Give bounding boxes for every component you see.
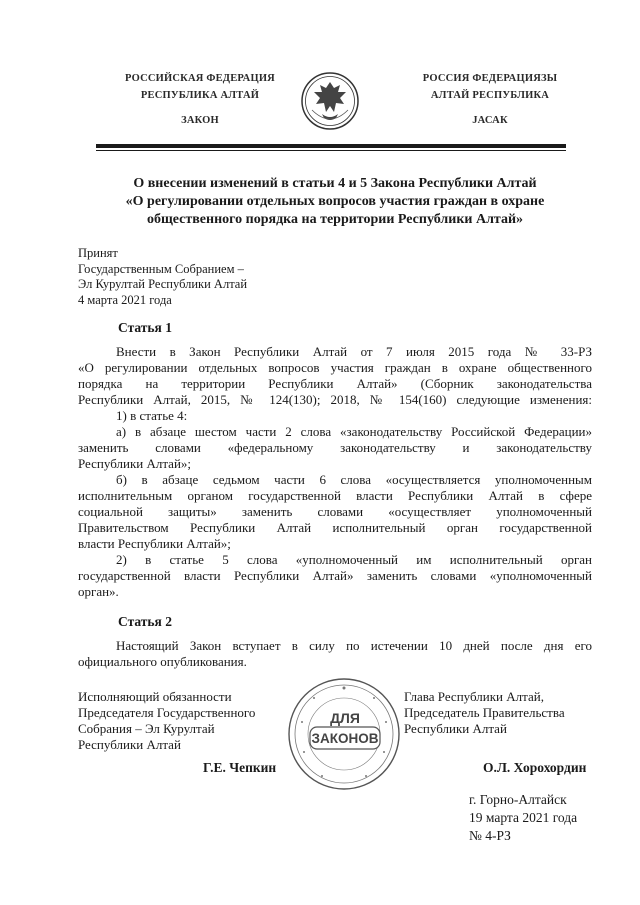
article1-line: Правительством Республики Алтай исполнительный орган государственной	[78, 520, 592, 535]
place-date: 19 марта 2021 года	[469, 810, 578, 825]
header-right-line1: РОССИЯ ФЕДЕРАЦИЯЗЫ	[422, 73, 558, 84]
signature-right-line2: Председатель Правительства	[404, 705, 565, 720]
article1-line: власти Республики Алтай»;	[78, 536, 231, 551]
stamp-line1: ДЛЯ	[330, 710, 360, 726]
header-left-line2: РЕСПУБЛИКА АЛТАЙ	[140, 90, 260, 101]
header-left-line1: РОССИЙСКАЯ ФЕДЕРАЦИЯ	[125, 73, 275, 84]
coat-of-arms-emblem-icon	[300, 70, 360, 132]
header-rule-thin	[96, 150, 566, 151]
header-right-doc-type: ЈАСАК	[472, 115, 508, 126]
article1-line: орган».	[78, 584, 119, 599]
signature-left-block	[78, 689, 255, 753]
signature-left-line1: Исполняющий обязанности	[78, 689, 232, 704]
article2-body	[78, 638, 592, 670]
title-line1: О внесении изменений в статьи 4 и 5 Закона Республики Алтай	[133, 176, 537, 191]
stamp-line2: ЗАКОНОВ	[311, 731, 379, 746]
place-city: г. Горно-Алтайск	[469, 792, 567, 807]
article1-line: государственной власти Республики Алтай» заменить словами «уполномоченный	[78, 568, 592, 583]
signature-left-line3: Собрания – Эл Курултай	[78, 721, 215, 736]
article2-heading: Статья 2	[118, 614, 172, 629]
article1-line: заменить словами «федеральному законодательству и законодательству	[78, 440, 592, 455]
article1-body	[78, 344, 592, 600]
header-rule-thick	[96, 144, 566, 148]
article1-line: 1) в статье 4:	[116, 408, 188, 423]
article1-line: Внести в Закон Республики Алтай от 7 июля 2015 года № 33-РЗ	[116, 344, 592, 359]
article1-line: «О регулировании отдельных вопросов участия граждан в охране общественного	[78, 360, 592, 375]
signature-left-line2: Председателя Государственного	[78, 705, 256, 720]
article1-line: исполнительным органом государственной власти Республики Алтай в сфере	[78, 488, 592, 503]
article1-line: 2) в статье 5 слова «уполномоченный им исполнительный орган	[116, 552, 592, 567]
header-right-line2: АЛТАЙ РЕСПУБЛИКА	[430, 90, 550, 101]
article1-line: а) в абзаце шестом части 2 слова «законодательству Российской Федерации»	[116, 424, 592, 439]
adopted-line1: Принят	[78, 246, 118, 260]
law-number: № 4-РЗ	[469, 828, 511, 843]
adopted-line4: 4 марта 2021 года	[78, 292, 172, 307]
law-title	[100, 175, 570, 229]
title-line2: «О регулировании отдельных вопросов участия граждан в охране	[125, 194, 545, 209]
title-line3: общественного порядка на территории Республики Алтай»	[146, 212, 524, 227]
article1-heading: Статья 1	[118, 320, 172, 335]
adoption-block	[78, 246, 247, 308]
signature-right-name: О.Л. Хорохордин	[483, 760, 587, 775]
place-date-block	[469, 791, 577, 845]
article1-line: социальной защиты» заменить словами «осуществляет уполномоченный	[78, 504, 592, 519]
signature-right-line3: Республики Алтай	[404, 721, 507, 736]
article1-line: Республики Алтай»;	[78, 456, 192, 471]
signature-left-line4: Республики Алтай	[78, 737, 181, 752]
article2-line: Настоящий Закон вступает в силу по истечении 10 дней после дня его	[116, 638, 592, 653]
article1-line: Республики Алтай, 2015, № 124(130); 2018, № 154(160) следующие изменения:	[78, 392, 592, 407]
adopted-line3: Эл Курултай Республики Алтай	[78, 277, 248, 291]
header-left-doc-type: ЗАКОН	[181, 115, 219, 126]
signature-left-name: Г.Е. Чепкин	[203, 760, 277, 775]
article1-line: порядка на территории Республики Алтай» (Сборник законодательства	[78, 376, 592, 391]
article1-line: б) в абзаце седьмом части 6 слова «осуществляется уполномоченным	[116, 472, 592, 487]
signature-right-block	[404, 689, 565, 737]
article2-line: официального опубликования.	[78, 654, 247, 669]
adopted-line2: Государственным Собранием –	[78, 261, 244, 276]
signature-right-line1: Глава Республики Алтай,	[404, 689, 544, 704]
stamp-seal-icon	[286, 676, 402, 792]
